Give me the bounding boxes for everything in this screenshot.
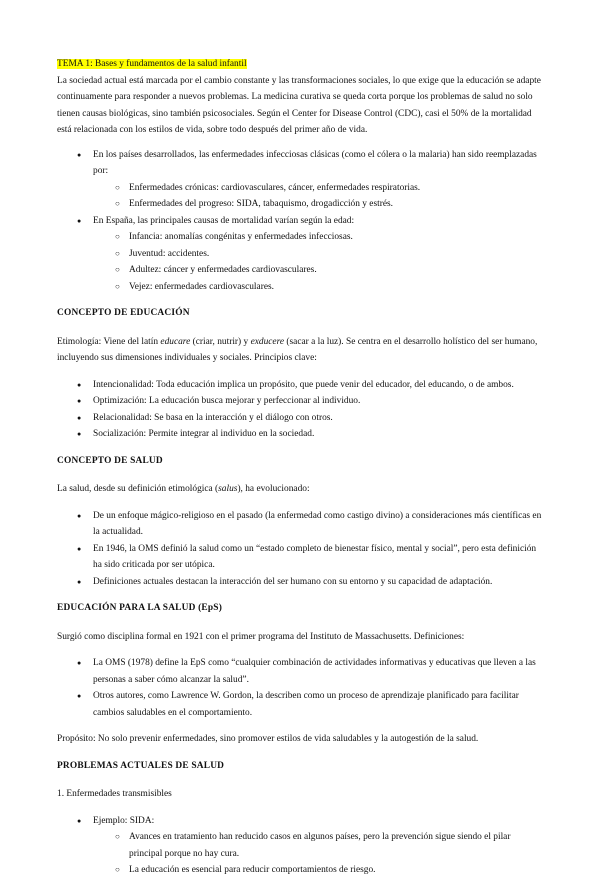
list-item-text: En España, las principales causas de mortalidad varían según la edad:	[93, 215, 355, 226]
principles-list	[57, 377, 545, 443]
list-item: ● De un enfoque mágico-religioso en el pasado (la enfermedad como castigo divino) a consideraciones más científicas en la actualidad.	[57, 508, 545, 541]
intro-list	[57, 147, 545, 296]
section-paragraph	[57, 481, 545, 498]
sub-list	[98, 180, 545, 213]
list-item: ● Intencionalidad: Toda educación implica un propósito, que puede venir del educador, del educando, o de ambos.	[57, 377, 545, 394]
list-item: ● Otros autores, como Lawrence W. Gordon, la describen como un proceso de aprendizaje planificado para facilitar cambios saludables en el comportamiento.	[57, 688, 545, 721]
purpose-paragraph: Propósito: No solo prevenir enfermedades, sino promover estilos de vida saludables y la autogestión de la salud.	[57, 734, 479, 744]
eps-list	[57, 655, 545, 721]
list-item: ● En 1946, la OMS definió la salud como un “estado completo de bienestar físico, mental y social”, pero esta definición ha sido criticada por ser utópica.	[57, 541, 545, 574]
text-run: (sacar a la luz). Se centra en el desarrollo holístico del ser humano, incluyendo sus dimensiones individuales y sociales. Principios clave:	[57, 336, 538, 363]
sub-list-item: ○ Enfermedades crónicas: cardiovasculares, cáncer, enfermedades respiratorias.	[98, 180, 545, 197]
text-run: ), ha evolucionado:	[237, 484, 310, 494]
document-title: TEMA 1: Bases y fundamentos de la salud infantil	[57, 59, 247, 69]
text-run: Etimología: Viene del latín	[57, 336, 161, 347]
sub-list-item: ○ Enfermedades del progreso: SIDA, tabaquismo, drogadicción y estrés.	[98, 196, 545, 213]
section-heading: PROBLEMAS ACTUALES DE SALUD	[57, 760, 225, 771]
sub-list-item: ○ Juventud: accidentes.	[98, 246, 545, 263]
list-item: ● Relacionalidad: Se basa en la interacción y el diálogo con otros.	[57, 410, 545, 427]
italic-term: salus	[218, 484, 238, 494]
document-body	[57, 56, 545, 879]
section-heading: CONCEPTO DE EDUCACIÓN	[57, 308, 190, 318]
section-heading: CONCEPTO DE SALUD	[57, 455, 163, 466]
list-item	[57, 813, 545, 879]
section-paragraph: Surgió como disciplina formal en 1921 con el primer programa del Instituto de Massachusetts. Definiciones:	[57, 631, 465, 642]
list-item	[57, 147, 545, 213]
list-item-text: Ejemplo: SIDA:	[93, 815, 155, 826]
sub-list	[98, 829, 545, 879]
list-item: ● Optimización: La educación busca mejorar y perfeccionar al individuo.	[57, 393, 545, 410]
italic-term: exducere	[250, 336, 285, 347]
list-item-text: En los países desarrollados, las enfermedades infecciosas clásicas (como el cólera o la malaria) han sido reemplazadas por:	[93, 149, 537, 176]
sub-list-item: ○ Avances en tratamiento han reducido casos en algunos países, pero la prevención sigue siendo el pilar principal porque no hay cura.	[98, 829, 545, 862]
section-heading: EDUCACIÓN PARA LA SALUD (EpS)	[57, 603, 223, 613]
intro-paragraph: La sociedad actual está marcada por el cambio constante y las transformaciones sociales, lo que exige que la educación se adapte continuamente para responder a nuevos problemas. La medicina curativa se queda corta porque los problemas de salud no solo tienen causas biológicas, sino también psicosociales. Según el Center for Disease Control (CDC), casi el 50% de la mortalidad está relacionada con los estilos de vida, sobre todo después del primer año de vida.	[57, 75, 541, 135]
list-item: ● Definiciones actuales destacan la interacción del ser humano con su entorno y su capacidad de adaptación.	[57, 574, 545, 591]
list-item	[57, 213, 545, 296]
text-run: (criar, nutrir) y	[190, 336, 251, 347]
sub-list-item: ○ La educación es esencial para reducir comportamientos de riesgo.	[98, 862, 545, 879]
text-run: La salud, desde su definición etimológica (	[57, 484, 219, 494]
salud-list	[57, 508, 545, 591]
sub-list-item: ○ Adultez: cáncer y enfermedades cardiovasculares.	[98, 262, 545, 279]
list-item: ● La OMS (1978) define la EpS como “cualquier combinación de actividades informativas y educativas que lleven a las personas a saber cómo alcanzar la salud”.	[57, 655, 545, 688]
list-item: ● Socialización: Permite integrar al individuo en la sociedad.	[57, 426, 545, 443]
sub-list-item: ○ Vejez: enfermedades cardiovasculares.	[98, 279, 545, 296]
problemas-list	[57, 813, 545, 879]
sub-list	[98, 229, 545, 295]
italic-term: educare	[160, 336, 191, 347]
title-line	[57, 56, 545, 73]
subsection-title: 1. Enfermedades transmisibles	[57, 789, 172, 799]
section-paragraph	[57, 334, 545, 367]
sub-list-item: ○ Infancia: anomalías congénitas y enfermedades infecciosas.	[98, 229, 545, 246]
